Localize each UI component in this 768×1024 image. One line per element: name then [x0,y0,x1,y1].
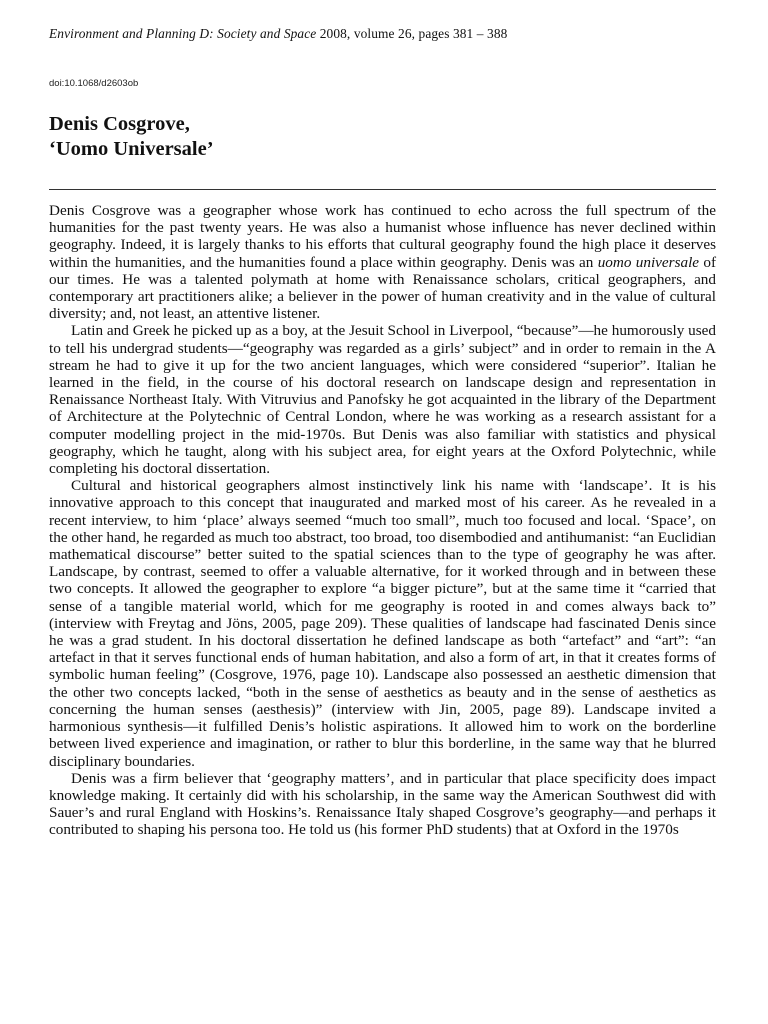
paragraph-1-part-a: Denis Cosgrove was a geographer whose work has continued to echo across the full spectrum of the humanities for the past twenty years. He was also a humanist whose influence has never declined within geography. Indeed, it is largely thanks to his efforts that cultural geography found the high place it deserves within the humanities, and the humanities found a place within geography. Denis was an [49,202,716,271]
journal-citation: 2008, volume 26, pages 381 – 388 [316,26,508,41]
paragraph-3: Cultural and historical geographers almost instinctively link his name with ‘landscape’. It is his innovative approach to this concept that inaugurated and marked most of his career. As he revealed in a recent interview, to him ‘place’ always seemed “much too small”, much too focused and local. ‘Space’, on the other hand, he regarded as much too abstract, too broad, too disembodied and antihumanist: “an Euclidian mathematical discourse” better suited to the spatial sciences than to the type of geography he was after. Landscape, by contrast, seemed to offer a valuable alternative, for it worked through and in between these two concepts. It allowed the geographer to explore “a bigger picture”, but at the same time it “carried that sense of a tangible material world, which for me geography is rooted in and comes always back to” (interview with Freytag and Jöns, 2005, page 209). These qualities of landscape had fascinated Denis since he was a grad student. In his doctoral dissertation he defined landscape as both “artefact” and “art”: “an artefact in that it serves functional ends of human habitation, and also a form of art, in that it creates forms of symbolic human feeling” (Cosgrove, 1976, page 10). Landscape also possessed an aesthetic dimension that the other two concepts lacked, “both in the sense of aesthetics as beauty and in the sense of aesthetics as concerning the human senses (aesthesis)” (interview with Jin, 2005, page 89). Landscape invited a harmonious synthesis—it fulfilled Denis’s holistic aspirations. It allowed him to work on the borderline between lived experience and imagination, or rather to blur this borderline, in the same way that he blurred disciplinary boundaries. [49,477,716,770]
article-body [49,202,716,839]
article-title-line-1: Denis Cosgrove, [49,113,190,135]
journal-header [49,26,507,42]
journal-name: Environment and Planning D: Society and Space [49,26,317,41]
article-title [49,112,214,162]
article-title-line-2: ‘Uomo Universale’ [49,138,214,160]
title-divider [49,189,716,190]
paragraph-1-italic: uomo universale [597,253,700,271]
paragraph-4: Denis was a firm believer that ‘geography matters’, and in particular that place specificity does impact knowledge making. It certainly did with his scholarship, in the same way the American Southwest did with Sauer’s and rural England with Hoskins’s. Renaissance Italy shaped Cosgrove’s geography—and perhaps it contributed to shaping his persona too. He told us (his former PhD students) that at Oxford in the 1970s [49,769,716,839]
paragraph-2: Latin and Greek he picked up as a boy, at the Jesuit School in Liverpool, “because”—he humorously used to tell his undergrad students—“geography was regarded as a girls’ subject” and in order to remain in the A stream he had to give it up for the two ancient languages, which were considered “superior”. Italian he learned in the field, in the course of his doctoral research on landscape design and representation in Renaissance Northeast Italy. With Vitruvius and Panofsky he got acquainted in the library of the Department of Architecture at the Polytechnic of Central London, where he was working as a research assistant for a computer modelling project in the mid-1970s. But Denis was also familiar with statistics and physical geography, which he taught, along with his subject area, for eight years at the Oxford Polytechnic, while completing his doctoral dissertation. [49,322,716,478]
paragraph-1-part-b: of our times. He was a talented polymath at home with Renaissance scholars, critical geographers, and contemporary art practitioners alike; a believer in the power of human creativity and in the value of cultural diversity; and, not least, an attentive listener. [49,253,717,323]
paragraph-1 [49,202,716,322]
doi-label[interactable]: doi:10.1068/d2603ob [49,78,139,89]
